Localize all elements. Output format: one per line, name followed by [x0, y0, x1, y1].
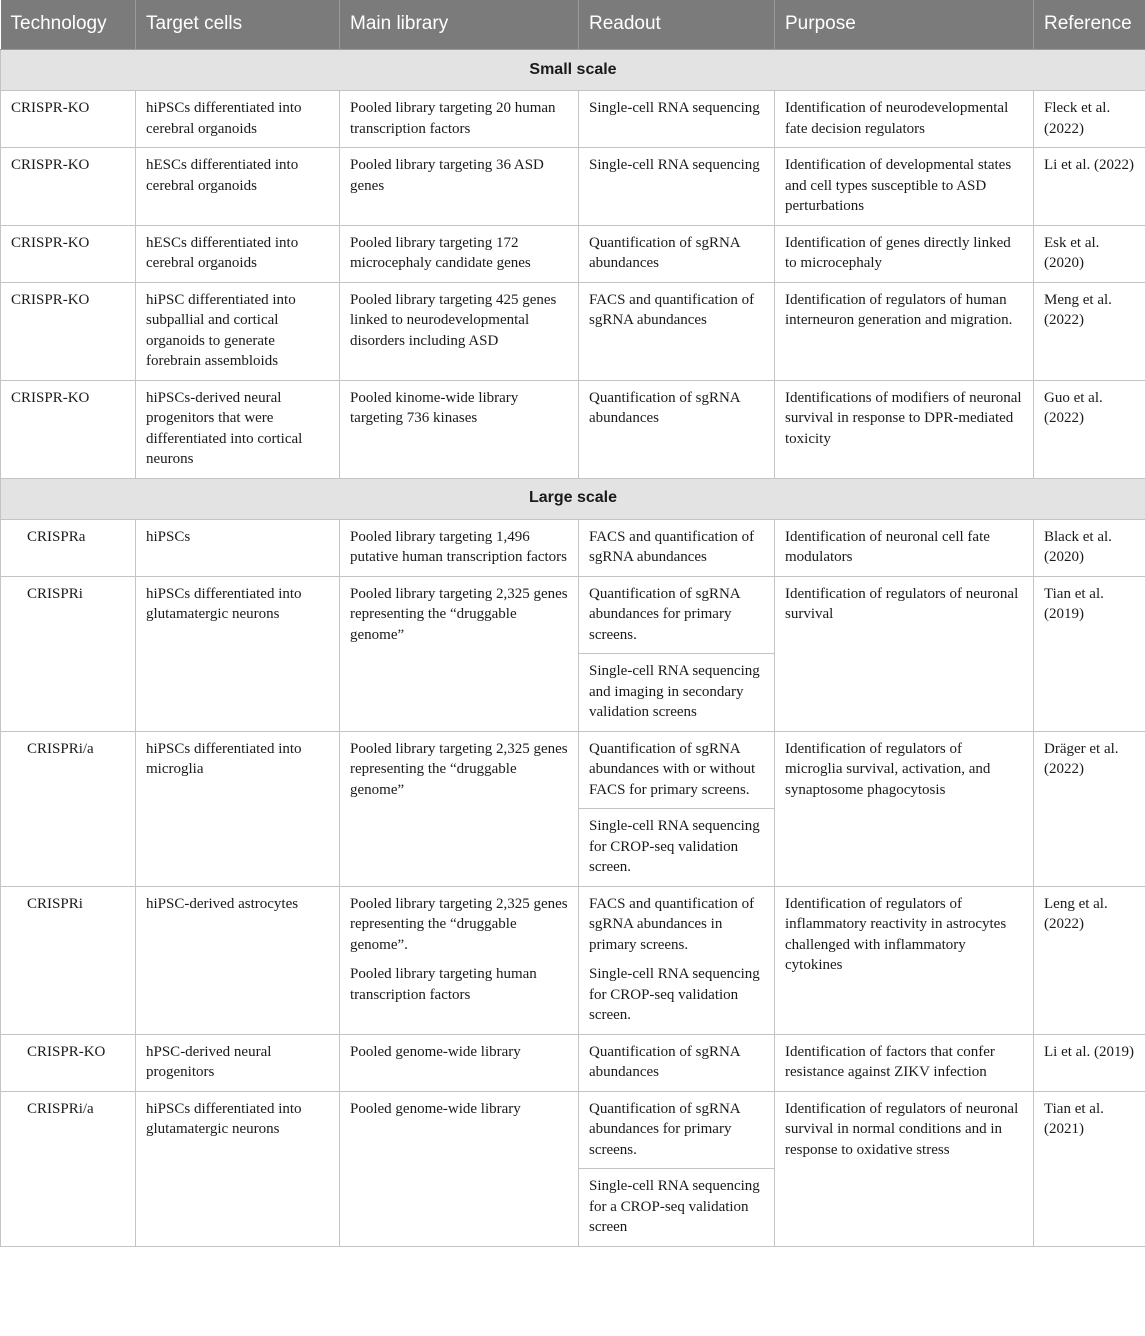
- readout-cell: Quantification of sgRNA abundances: [579, 1034, 775, 1091]
- readout-cell: Quantification of sgRNA abundances for primary screens.: [579, 1091, 775, 1169]
- readout-cell: FACS and quantification of sgRNA abundances: [579, 282, 775, 380]
- reference-cell: Guo et al. (2022): [1034, 380, 1145, 478]
- technology-cell: CRISPR-KO: [1, 380, 136, 478]
- target-cells-cell: hiPSC-derived astrocytes: [136, 886, 340, 1034]
- readout-cell: Quantification of sgRNA abundances: [579, 225, 775, 282]
- header-main-library: Main library: [340, 0, 579, 50]
- purpose-cell: Identification of regulators of neuronal survival in normal conditions and in response to oxidative stress: [775, 1091, 1034, 1246]
- table-row: [1, 91, 1145, 148]
- table-row: [1, 1091, 1145, 1169]
- target-cells-cell: hiPSCs differentiated into glutamatergic neurons: [136, 576, 340, 731]
- target-cells-cell: hiPSCs: [136, 519, 340, 576]
- readout-secondary: Single-cell RNA sequencing for CROP-seq validation screen.: [589, 966, 760, 1023]
- purpose-cell: Identification of neurodevelopmental fate decision regulators: [775, 91, 1034, 148]
- library-cell: Pooled library targeting 425 genes linked to neurodevelopmental disorders including ASD: [340, 282, 579, 380]
- table-row: [1, 225, 1145, 282]
- readout-cell: Quantification of sgRNA abundances for primary screens.: [579, 576, 775, 654]
- readout-cell: Single-cell RNA sequencing: [579, 148, 775, 226]
- reference-cell: Li et al. (2019): [1034, 1034, 1145, 1091]
- technology-cell: CRISPRi/a: [1, 731, 136, 886]
- technology-cell: CRISPRi/a: [1, 1091, 136, 1246]
- table-row: [1, 576, 1145, 654]
- technology-cell: CRISPRi: [1, 886, 136, 1034]
- target-cells-cell: hESCs differentiated into cerebral organoids: [136, 225, 340, 282]
- header-target-cells: Target cells: [136, 0, 340, 50]
- table-row: [1, 148, 1145, 226]
- target-cells-cell: hiPSCs differentiated into glutamatergic neurons: [136, 1091, 340, 1246]
- purpose-cell: Identification of regulators of neuronal survival: [775, 576, 1034, 731]
- section-title: Small scale: [1, 50, 1145, 91]
- library-primary: Pooled library targeting 2,325 genes representing the “druggable genome”.: [350, 895, 568, 953]
- reference-cell: Tian et al. (2021): [1034, 1091, 1145, 1246]
- target-cells-cell: hiPSCs-derived neural progenitors that were differentiated into cortical neurons: [136, 380, 340, 478]
- technology-cell: CRISPRa: [1, 519, 136, 576]
- purpose-cell: Identification of regulators of inflammatory reactivity in astrocytes challenged with inflammatory cytokines: [775, 886, 1034, 1034]
- library-cell: Pooled library targeting 20 human transcription factors: [340, 91, 579, 148]
- purpose-cell: Identification of developmental states and cell types susceptible to ASD perturbations: [775, 148, 1034, 226]
- library-cell: Pooled library targeting 2,325 genes representing the “druggable genome”: [340, 576, 579, 731]
- library-cell: Pooled library targeting 172 microcephaly candidate genes: [340, 225, 579, 282]
- reference-cell: Li et al. (2022): [1034, 148, 1145, 226]
- section-title: Large scale: [1, 478, 1145, 519]
- library-cell: Pooled library targeting 2,325 genes representing the “druggable genome”: [340, 731, 579, 886]
- technology-cell: CRISPRi: [1, 576, 136, 731]
- reference-cell: Leng et al. (2022): [1034, 886, 1145, 1034]
- readout-cell: [579, 886, 775, 1034]
- purpose-cell: Identification of neuronal cell fate modulators: [775, 519, 1034, 576]
- technology-cell: CRISPR-KO: [1, 1034, 136, 1091]
- readout-cell: Quantification of sgRNA abundances: [579, 380, 775, 478]
- library-cell: Pooled kinome-wide library targeting 736 kinases: [340, 380, 579, 478]
- table-row: [1, 519, 1145, 576]
- header-readout: Readout: [579, 0, 775, 50]
- readout-secondary-cell: Single-cell RNA sequencing and imaging in secondary validation screens: [579, 654, 775, 732]
- technology-cell: CRISPR-KO: [1, 282, 136, 380]
- section-row-large-scale: [1, 478, 1145, 519]
- readout-primary: FACS and quantification of sgRNA abundances in primary screens.: [589, 895, 755, 953]
- header-purpose: Purpose: [775, 0, 1034, 50]
- reference-cell: Dräger et al. (2022): [1034, 731, 1145, 886]
- target-cells-cell: hESCs differentiated into cerebral organoids: [136, 148, 340, 226]
- purpose-cell: Identification of factors that confer resistance against ZIKV infection: [775, 1034, 1034, 1091]
- technology-cell: CRISPR-KO: [1, 148, 136, 226]
- library-cell: Pooled library targeting 1,496 putative human transcription factors: [340, 519, 579, 576]
- library-cell: Pooled library targeting 36 ASD genes: [340, 148, 579, 226]
- purpose-cell: Identifications of modifiers of neuronal survival in response to DPR-mediated toxicity: [775, 380, 1034, 478]
- reference-cell: Tian et al. (2019): [1034, 576, 1145, 731]
- technology-cell: CRISPR-KO: [1, 91, 136, 148]
- table-row: [1, 282, 1145, 380]
- library-cell: Pooled genome-wide library: [340, 1034, 579, 1091]
- target-cells-cell: hiPSC differentiated into subpallial and cortical organoids to generate forebrain assembloids: [136, 282, 340, 380]
- reference-cell: Fleck et al. (2022): [1034, 91, 1145, 148]
- table-row: [1, 886, 1145, 1034]
- library-secondary: Pooled library targeting human transcription factors: [350, 966, 537, 1003]
- target-cells-cell: hiPSCs differentiated into cerebral organoids: [136, 91, 340, 148]
- reference-cell: Black et al. (2020): [1034, 519, 1145, 576]
- reference-cell: Meng et al. (2022): [1034, 282, 1145, 380]
- library-cell: Pooled genome-wide library: [340, 1091, 579, 1246]
- table-row: [1, 380, 1145, 478]
- table-row: [1, 1034, 1145, 1091]
- readout-secondary-cell: Single-cell RNA sequencing for CROP-seq validation screen.: [579, 809, 775, 887]
- header-reference: Reference: [1034, 0, 1145, 50]
- header-technology: Technology: [1, 0, 136, 50]
- section-row-small-scale: [1, 50, 1145, 91]
- readout-secondary-cell: Single-cell RNA sequencing for a CROP-seq validation screen: [579, 1169, 775, 1247]
- target-cells-cell: hiPSCs differentiated into microglia: [136, 731, 340, 886]
- readout-cell: Quantification of sgRNA abundances with or without FACS for primary screens.: [579, 731, 775, 809]
- library-cell: [340, 886, 579, 1034]
- purpose-cell: Identification of regulators of microglia survival, activation, and synaptosome phagocytosis: [775, 731, 1034, 886]
- purpose-cell: Identification of genes directly linked to microcephaly: [775, 225, 1034, 282]
- technology-cell: CRISPR-KO: [1, 225, 136, 282]
- reference-cell: Esk et al. (2020): [1034, 225, 1145, 282]
- target-cells-cell: hPSC-derived neural progenitors: [136, 1034, 340, 1091]
- table-row: [1, 731, 1145, 809]
- readout-cell: Single-cell RNA sequencing: [579, 91, 775, 148]
- readout-cell: FACS and quantification of sgRNA abundances: [579, 519, 775, 576]
- header-row: [1, 0, 1145, 50]
- purpose-cell: Identification of regulators of human interneuron generation and migration.: [775, 282, 1034, 380]
